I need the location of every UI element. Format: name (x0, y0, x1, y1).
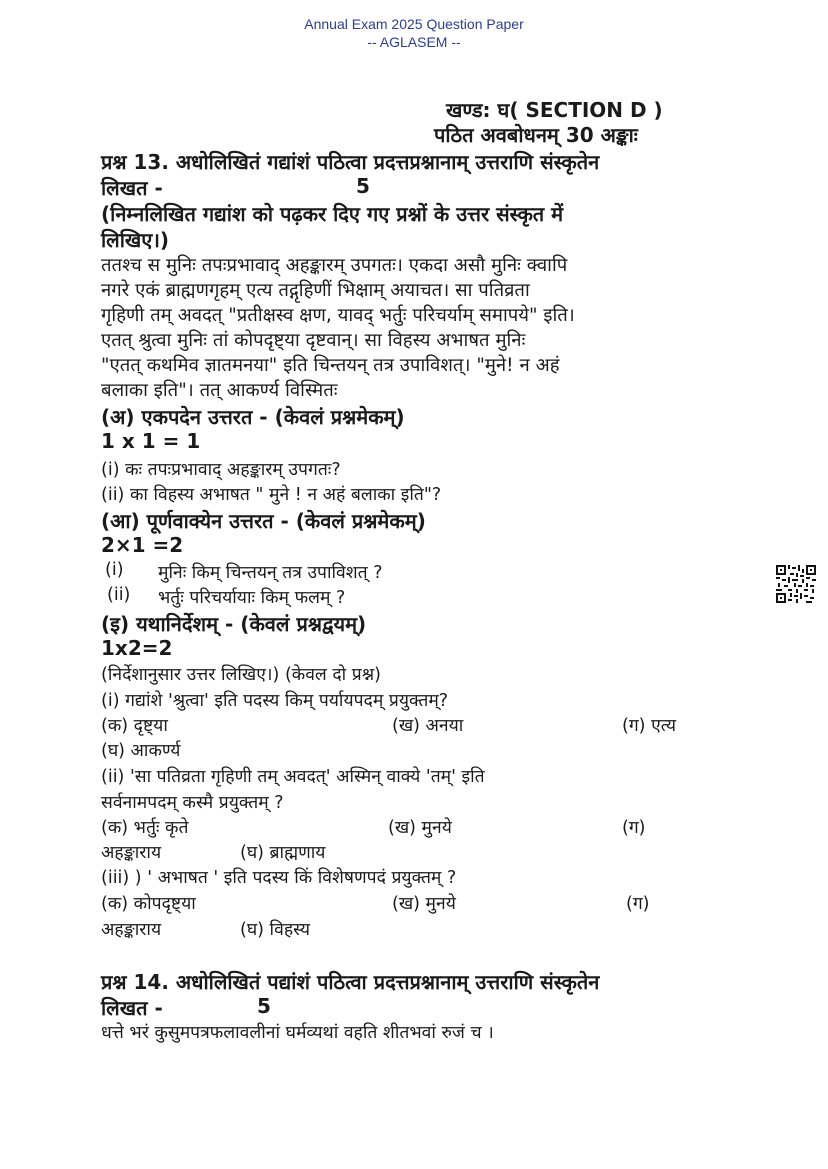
part-b-title: (आ) पूर्णवाक्येन उत्तरत - (केवलं प्रश्नमेकम्) (101, 509, 426, 533)
part-c-hindi-instruction: (निर्देशानुसार उत्तर लिखिए।) (केवल दो प्रश्न) (101, 665, 381, 685)
option: (क) दृष्ट्या (101, 716, 168, 736)
option: (क) भर्तुः कृते (101, 818, 189, 838)
part-c-question-2: (ii) 'सा पतिव्रता गृहिणी तम् अवदत्' अस्मिन् वाक्ये 'तम्' इति (101, 767, 485, 787)
header-title: Annual Exam 2025 Question Paper (304, 16, 524, 32)
passage-line: "एतत् कथमिव ज्ञातमनया" इति चिन्तयन् तत्र उपाविशत्। "मुने! न अहं (101, 355, 560, 376)
q14-heading: प्रश्न 14. अधोलिखितं पद्यांशं पठित्वा प्रदत्तप्रश्नानाम् उत्तराणि संस्कृतेन (101, 970, 600, 994)
part-b-question-num: (i) (105, 560, 124, 580)
section-subtitle: पठित अवबोधनम् 30 अङ्काः (434, 123, 638, 147)
option: अहङ्काराय (101, 920, 162, 940)
part-c-question-1: (i) गद्यांशे 'श्रुत्वा' इति पदस्य किम् पर्यायपदम् प्रयुक्तम्? (101, 691, 449, 711)
header-subtitle: -- AGLASEM -- (367, 34, 461, 50)
part-a-title: (अ) एकपदेन उत्तरत - (केवलं प्रश्नमेकम्) (101, 405, 405, 429)
passage-line: ततश्च स मुनिः तपःप्रभावाद् अहङ्कारम् उपगतः। एकदा असौ मुनिः क्वापि (101, 255, 568, 276)
option: (ग) (622, 818, 646, 838)
option: (घ) आकर्ण्य (101, 741, 181, 761)
part-c-question-3: (iii) ) ' अभाषत ' इति पदस्य किं विशेषणपदं प्रयुक्तम् ? (101, 868, 457, 888)
option: (घ) ब्राह्मणाय (240, 843, 326, 863)
q14-marks: 5 (257, 994, 271, 1018)
part-c-question-2-cont: सर्वनामपदम् कस्मै प्रयुक्तम् ? (101, 793, 284, 813)
passage-line: एतत् श्रुत्वा मुनिः तां कोपदृष्ट्या दृष्टवान्। सा विहस्य अभाषत मुनिः (101, 330, 526, 351)
part-a-question: (i) कः तपःप्रभावाद् अहङ्कारम् उपगतः? (101, 460, 341, 480)
part-b-question: भर्तुः परिचर्यायाः किम् फलम् ? (158, 588, 346, 608)
passage-line: गृहिणी तम् अवदत् "प्रतीक्षस्व क्षण, यावद् भर्तुः परिचर्याम् समापये" इति। (101, 305, 575, 326)
part-b-question: मुनिः किम् चिन्तयन् तत्र उपाविशत् ? (158, 563, 383, 583)
part-c-marks: 1x2=2 (101, 636, 173, 660)
q13-marks: 5 (356, 174, 370, 198)
part-c-title: (इ) यथानिर्देशम् - (केवलं प्रश्नद्वयम्) (101, 612, 367, 636)
part-b-marks: 2×1 =2 (101, 533, 184, 557)
option: (ग) (626, 894, 650, 914)
part-a-marks: 1 x 1 = 1 (101, 429, 201, 453)
option: (घ) विहस्य (240, 920, 311, 940)
option: (क) कोपदृष्ट्या (101, 894, 196, 914)
part-a-question: (ii) का विहस्य अभाषत " मुने ! न अहं बलाका इति"? (101, 485, 442, 505)
q13-heading-cont: लिखत - (101, 176, 163, 200)
option: अहङ्काराय (101, 843, 162, 863)
passage-line: बलाका इति"। तत् आकर्ण्य विस्मितः (101, 380, 338, 401)
option: (ख) मुनये (388, 818, 452, 838)
q13-hindi-instruction-cont: लिखिए।) (101, 228, 170, 252)
passage-line: नगरे एकं ब्राह्मणगृहम् एत्य तद्गृहिणीं भिक्षाम् अयाचत। सा पतिव्रता (101, 280, 530, 301)
option: (ग) एत्य (622, 716, 676, 736)
q13-heading: प्रश्न 13. अधोलिखितं गद्यांशं पठित्वा प्रदत्तप्रश्नानाम् उत्तराणि संस्कृतेन (101, 150, 600, 174)
q14-heading-cont: लिखत - (101, 996, 163, 1020)
q13-hindi-instruction: (निम्नलिखित गद्यांश को पढ़कर दिए गए प्रश्नों के उत्तर संस्कृत में (101, 202, 564, 226)
part-b-question-num: (ii) (107, 585, 131, 605)
option: (ख) अनया (392, 716, 464, 736)
qr-code-icon (776, 565, 816, 603)
section-title: खण्ड: घ( SECTION D ) (446, 98, 663, 122)
q14-verse: धत्ते भरं कुसुमपत्रफलावलीनां घर्मव्यथां वहति शीतभवां रुजं च । (101, 1023, 494, 1043)
option: (ख) मुनये (392, 894, 456, 914)
